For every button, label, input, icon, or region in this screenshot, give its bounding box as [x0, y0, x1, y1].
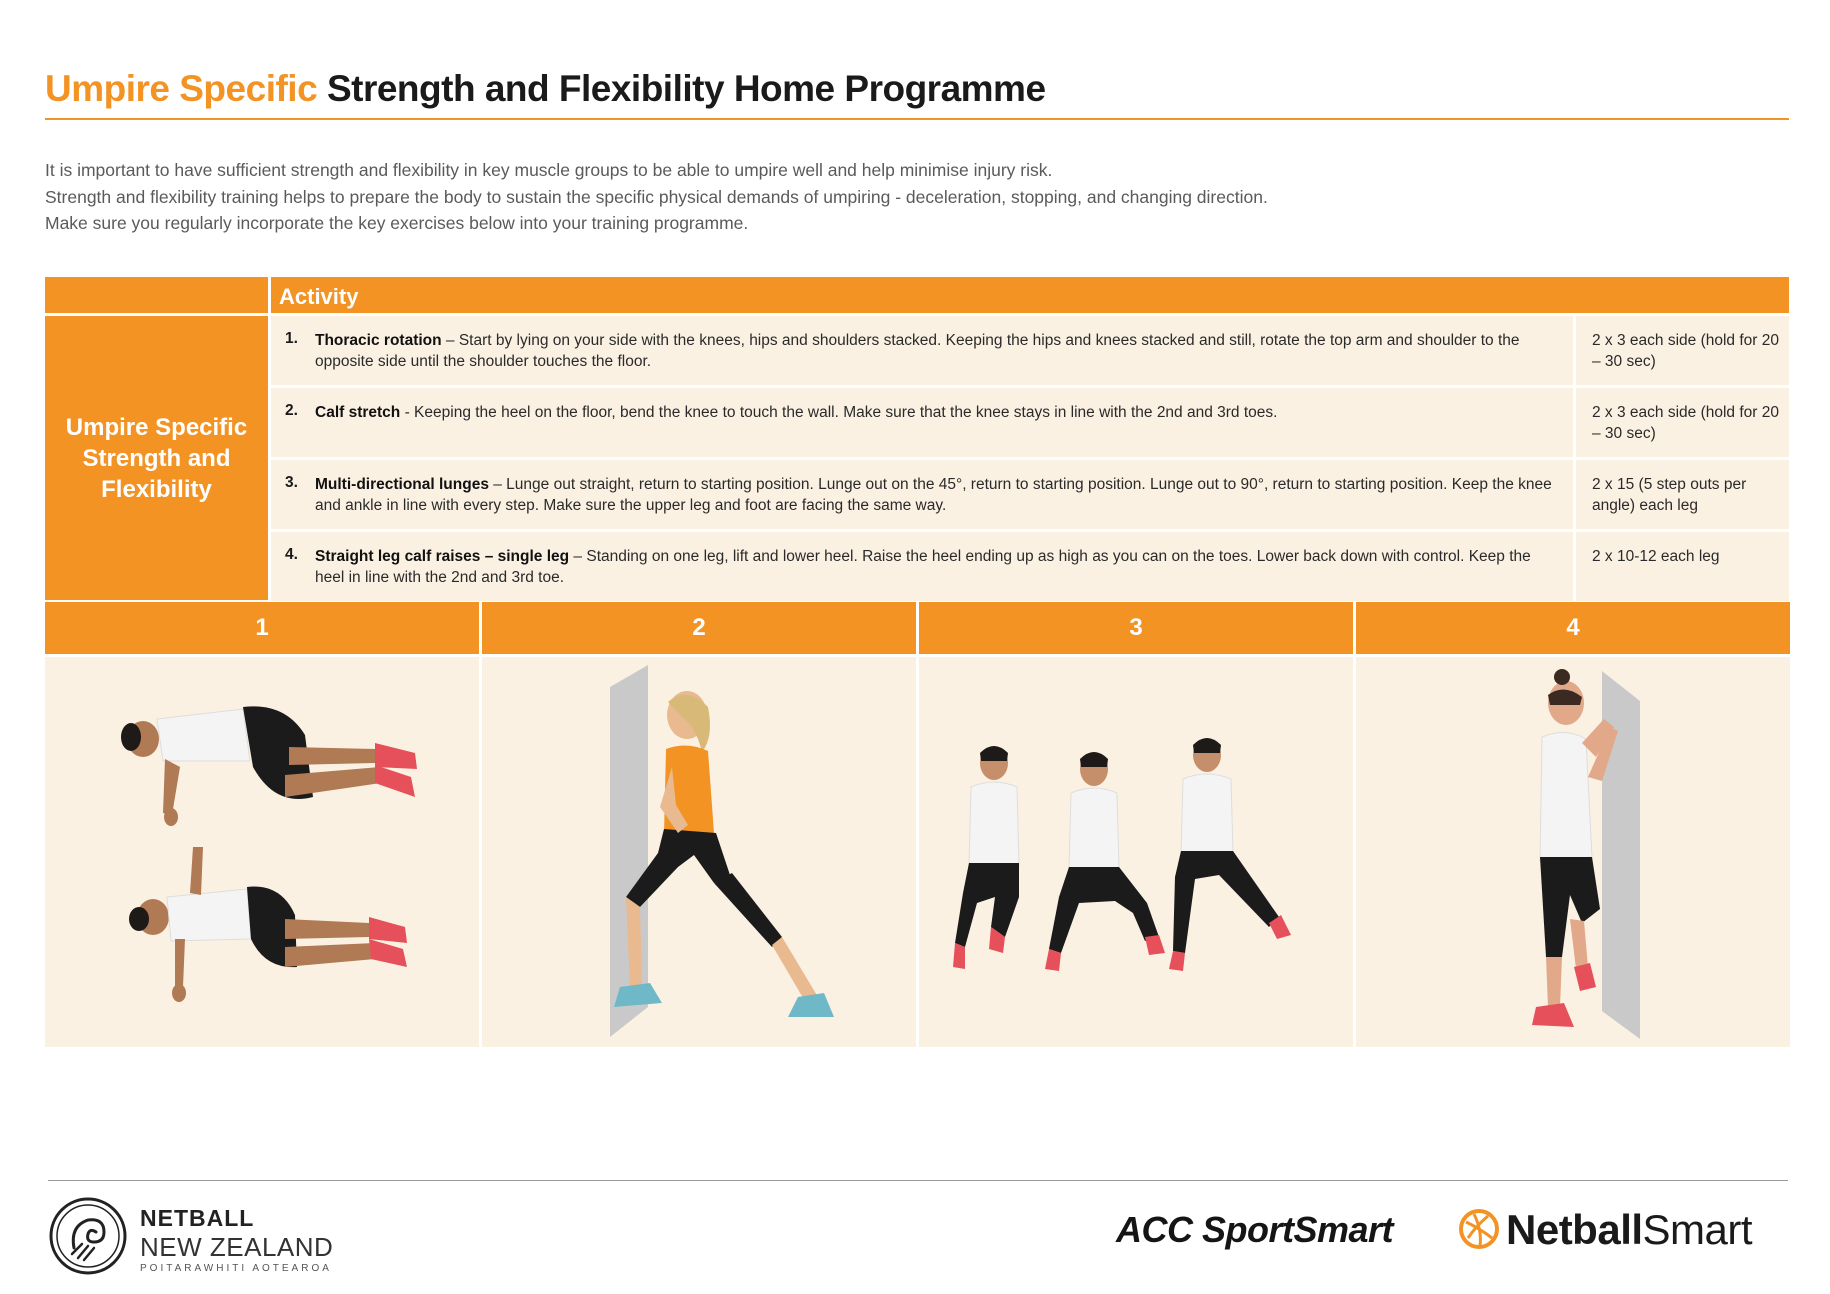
exercise-dose: 2 x 10-12 each leg — [1592, 548, 1720, 565]
exercise-dose: 2 x 3 each side (hold for 20 – 30 sec) — [1592, 404, 1779, 442]
panel-body — [919, 657, 1353, 1047]
illustration-panel-2 — [482, 602, 916, 1047]
exercise-name: Straight leg calf raises – single leg — [315, 548, 570, 565]
intro-text — [45, 157, 1745, 237]
exercise-description-cell — [271, 316, 1573, 385]
panel-number: 1 — [45, 602, 479, 654]
table-row — [271, 460, 1789, 529]
nnz-line-2: NEW ZEALAND — [140, 1232, 334, 1262]
exercise-illustrations — [45, 602, 1789, 1047]
nnz-line-3: POITARAWHITI AOTEAROA — [140, 1263, 332, 1274]
table-row — [271, 388, 1789, 457]
intro-line-1: It is important to have sufficient strength and flexibility in key muscle groups to be able to umpire well and help minimise injury risk. — [45, 160, 1053, 180]
panel-number: 2 — [482, 602, 916, 654]
activity-header-label: Activity — [279, 284, 359, 309]
exercise-description: – Start by lying on your side with the knees, hips and shoulders stacked. Keeping the hips and knees stacked and still, rotate the top arm and shoulder to the opposite side until the shoulder touches the floor. — [315, 332, 1520, 370]
figure-lunge-straight — [953, 746, 1019, 969]
page-title — [45, 68, 1046, 110]
figure-lunge-90 — [1169, 738, 1291, 971]
panel-number: 3 — [919, 602, 1353, 654]
exercise-number: 3. — [285, 474, 298, 491]
exercise-description: – Standing on one leg, lift and lower heel. Raise the heel ending up as high as you can on the toes. Lower back down with control. Keep the heel in line with the 2nd and 3rd toe. — [315, 548, 1531, 586]
exercise-text — [315, 546, 1555, 588]
exercise-description: - Keeping the heel on the floor, bend the knee to touch the wall. Make sure that the knee stays in line with the 2nd and 3rd toes. — [400, 404, 1278, 421]
panel-body — [1356, 657, 1790, 1047]
exercise-dose-cell — [1576, 532, 1789, 601]
exercise-number: 1. — [285, 330, 298, 347]
nnz-line-1: NETBALL — [140, 1205, 255, 1231]
panel-number: 4 — [1356, 602, 1790, 654]
table-row — [271, 532, 1789, 601]
exercise-text — [315, 402, 1555, 423]
netball-icon — [1458, 1208, 1500, 1250]
table-corner-cell — [45, 277, 268, 313]
exercise-description: – Lunge out straight, return to starting position. Lunge out on the 45°, return to starting position. Lunge out to 90°, return to starting position. Keep the knee and ankle in line with every step. Make sure the upper leg and foot are facing the same way. — [315, 476, 1552, 514]
figure-side-lying — [121, 706, 417, 826]
exercise-description-cell — [271, 388, 1573, 457]
figure-rotated — [129, 847, 407, 1002]
illustration-panel-1 — [45, 602, 479, 1047]
title-rest: Strength and Flexibility Home Programme — [326, 68, 1046, 109]
lunges-figure — [919, 657, 1353, 1047]
exercise-description-cell — [271, 460, 1573, 529]
exercise-name: Multi-directional lunges — [315, 476, 489, 493]
figure-lunge-45 — [1045, 752, 1165, 971]
exercise-dose-cell — [1576, 316, 1789, 385]
netball-nz-logo — [48, 1196, 348, 1276]
side-label-text: Umpire Specific Strength and Flexibility — [65, 413, 248, 503]
intro-line-3: Make sure you regularly incorporate the key exercises below into your training programme. — [45, 213, 749, 233]
exercise-name: Calf stretch — [315, 404, 401, 421]
netballsmart-light: Smart — [1642, 1206, 1753, 1253]
exercise-dose-cell — [1576, 460, 1789, 529]
netballsmart-text — [1506, 1206, 1752, 1254]
illustration-panel-4 — [1356, 602, 1790, 1047]
calf-stretch-figure — [482, 657, 916, 1047]
netball-nz-emblem-icon — [48, 1196, 128, 1276]
acc-sportsmart-logo: ACC SportSmart — [1116, 1209, 1394, 1250]
table-side-label — [45, 316, 268, 600]
exercise-number: 2. — [285, 402, 298, 419]
thoracic-rotation-figure — [45, 657, 479, 1047]
table-row — [271, 316, 1789, 385]
netballsmart-bold: Netball — [1506, 1206, 1643, 1253]
title-accent: Umpire Specific — [45, 68, 318, 109]
exercise-dose-cell — [1576, 388, 1789, 457]
panel-body — [45, 657, 479, 1047]
exercise-dose: 2 x 15 (5 step outs per angle) each leg — [1592, 476, 1747, 514]
intro-line-2: Strength and flexibility training helps to prepare the body to sustain the specific physical demands of umpiring - deceleration, stopping, and changing direction. — [45, 186, 1268, 207]
calf-raise-figure — [1356, 657, 1789, 1047]
exercise-dose: 2 x 3 each side (hold for 20 – 30 sec) — [1592, 332, 1779, 370]
table-header — [271, 277, 1789, 313]
wall-shape — [610, 665, 648, 1037]
exercise-text — [315, 330, 1555, 372]
exercise-description-cell — [271, 532, 1573, 601]
illustration-panel-3 — [919, 602, 1353, 1047]
panel-body — [482, 657, 916, 1047]
title-divider — [45, 118, 1789, 120]
exercise-table — [45, 277, 1789, 600]
exercise-name: Thoracic rotation — [315, 332, 442, 349]
exercise-text — [315, 474, 1555, 516]
footer-divider — [48, 1180, 1788, 1181]
exercise-number: 4. — [285, 546, 298, 563]
